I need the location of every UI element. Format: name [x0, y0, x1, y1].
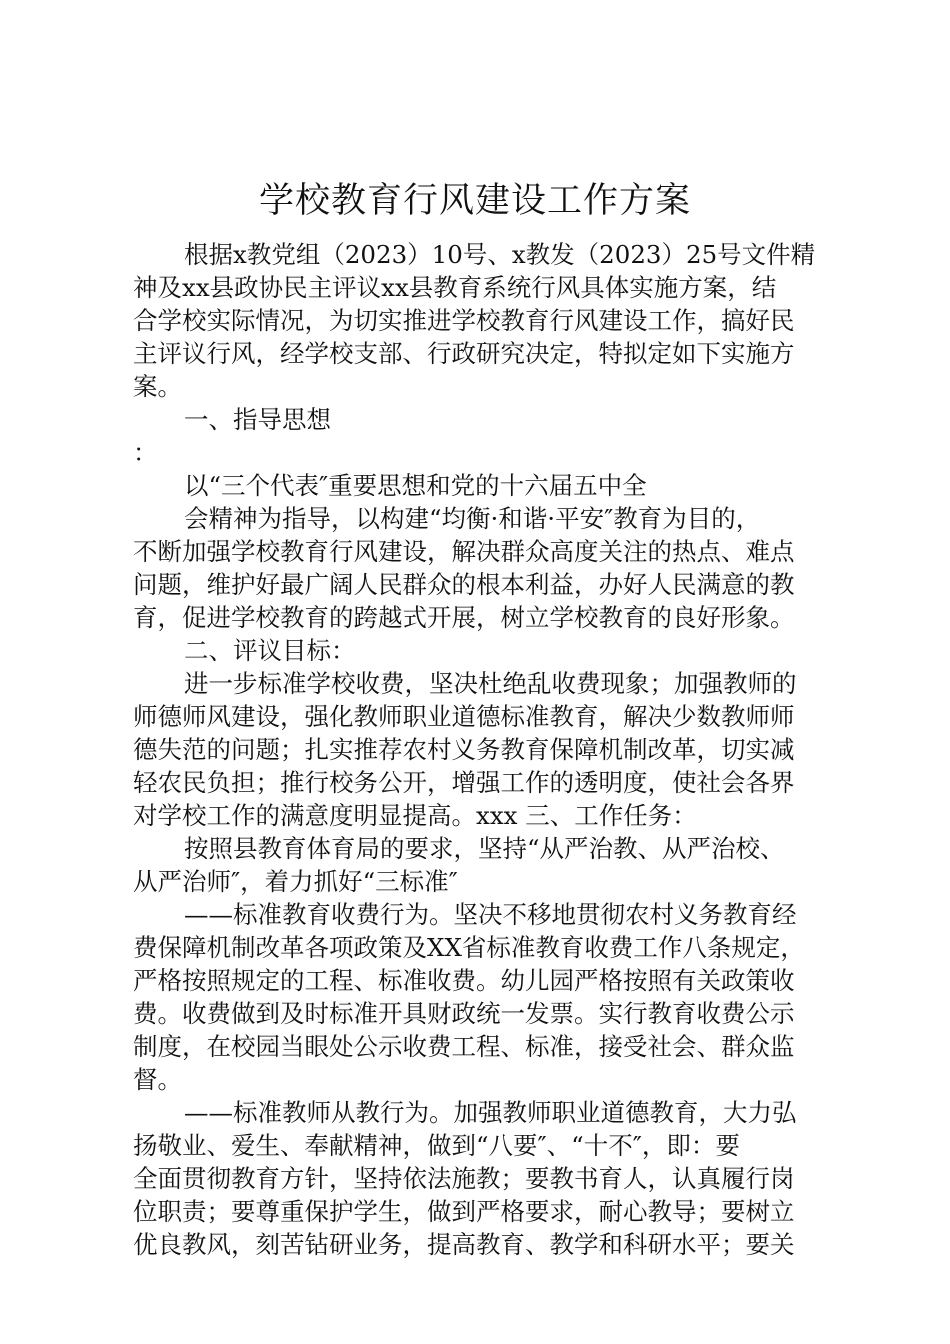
- paragraph-line: 进一步标准学校收费，坚决杜绝乱收费现象；加强教师的: [184, 669, 797, 698]
- paragraph-line: 按照县教育体育局的要求，坚持“从严治教、从严治校、: [184, 834, 785, 863]
- paragraph-line: 位职责；要尊重保护学生，做到严格要求，耐心教导；要树立: [133, 1197, 795, 1226]
- paragraph-line: 费保障机制改革各项政策及XX省标准教育收费工作八条规定，: [133, 933, 805, 962]
- paragraph-line: ：: [133, 438, 158, 467]
- paragraph-line: 制度，在校园当眼处公示收费工程、标准，接受社会、群众监: [133, 1032, 795, 1061]
- paragraph-line: 育，促进学校教育的跨越式开展，树立学校教育的良好形象。: [133, 603, 795, 632]
- paragraph-line: 问题，维护好最广阔人民群众的根本利益，办好人民满意的教: [133, 570, 795, 599]
- paragraph-line: 扬敬业、爱生、奉献精神，做到“八要″、“十不″，即：要: [133, 1131, 740, 1160]
- paragraph-line: 督。: [133, 1065, 182, 1094]
- paragraph-line: 会精神为指导，以构建“均衡·和谐·平安″教育为目的，: [184, 504, 761, 533]
- paragraph-line: 严格按照规定的工程、标准收费。幼儿园严格按照有关政策收: [133, 966, 795, 995]
- document-title: 学校教育行风建设工作方案: [258, 181, 691, 221]
- paragraph-line: 合学校实际情况，为切实推进学校教育行风建设工作，搞好民: [133, 306, 795, 335]
- paragraph-line: ——标准教育收费行为。坚决不移地贯彻农村义务教育经: [184, 900, 797, 929]
- paragraph-line: 案。: [133, 372, 182, 401]
- paragraph-line: 主评议行风，经学校支部、行政研究决定，特拟定如下实施方: [133, 339, 795, 368]
- section-heading: 一、指导思想: [184, 405, 331, 434]
- section-heading: 二、评议目标：: [184, 636, 356, 665]
- paragraph-line: 费。收费做到及时标准开具财政统一发票。实行教育收费公示: [133, 999, 795, 1028]
- paragraph-line: 优良教风，刻苦钻研业务，提高教育、教学和科研水平；要关: [133, 1230, 795, 1259]
- paragraph-line: ——标准教师从教行为。加强教师职业道德教育，大力弘: [184, 1098, 797, 1127]
- paragraph-line: 对学校工作的满意度明显提高。xxx 三、工作任务：: [133, 801, 697, 830]
- paragraph-line: 师德师风建设，强化教师职业道德标准教育，解决少数教师师: [133, 702, 795, 731]
- paragraph-line: 以“三个代表″重要思想和党的十六届五中全: [184, 471, 647, 500]
- paragraph-line: 从严治师″，着力抓好“三标准″: [133, 867, 458, 896]
- paragraph-line: 轻农民负担；推行校务公开，增强工作的透明度，使社会各界: [133, 768, 795, 797]
- paragraph-line: 神及xx县政协民主评议xx县教育系统行风具体实施方案，结: [133, 273, 777, 302]
- paragraph-line: 不断加强学校教育行风建设，解决群众高度关注的热点、难点: [133, 537, 795, 566]
- paragraph-line: 根据x教党组（2023）10号、x教发（2023）25号文件精: [184, 240, 816, 269]
- paragraph-line: 德失范的问题；扎实推荐农村义务教育保障机制改革，切实减: [133, 735, 795, 764]
- paragraph-line: 全面贯彻教育方针，坚持依法施教；要教书育人，认真履行岗: [133, 1164, 795, 1193]
